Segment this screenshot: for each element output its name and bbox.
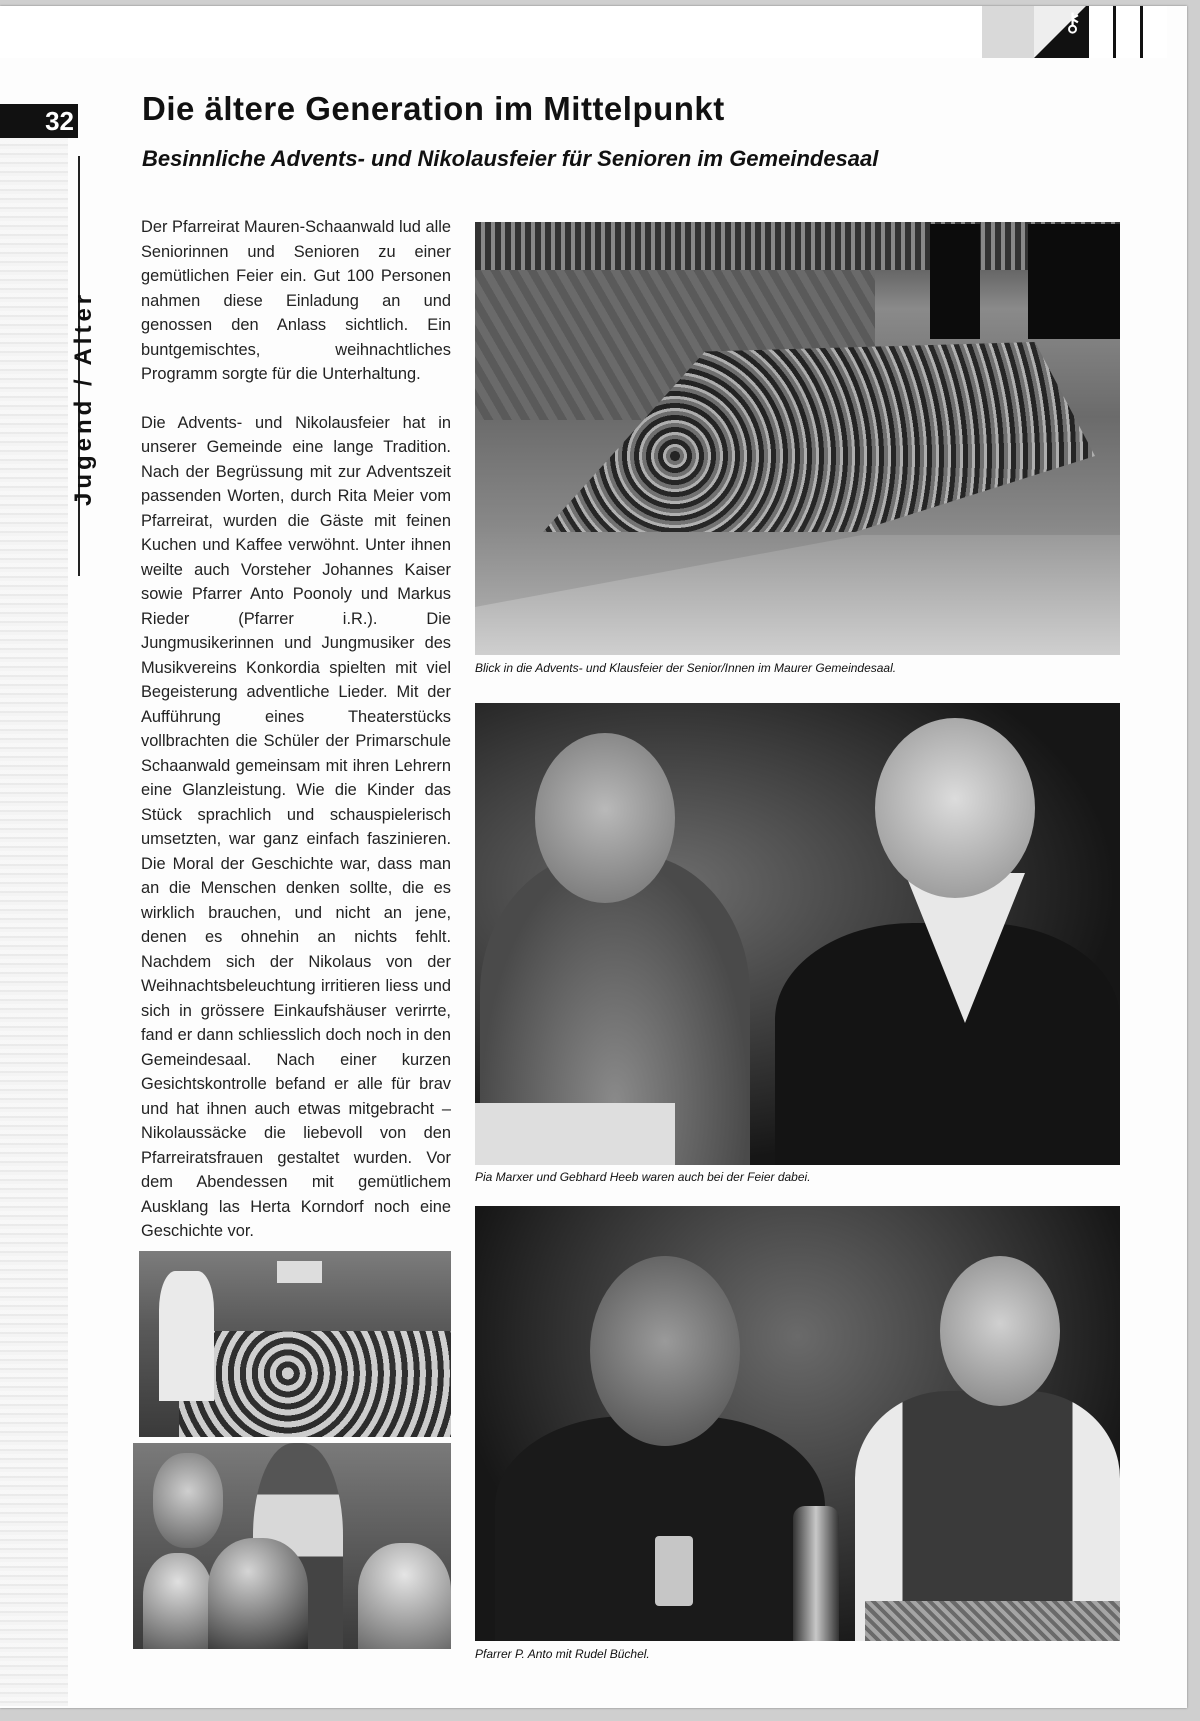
crossed-keys-icon: ⚷ — [1034, 6, 1086, 58]
photo-nikolaus — [133, 1443, 451, 1649]
article-subtitle: Besinnliche Advents- und Nikolausfeier für Senioren im Gemeindesaal — [142, 146, 879, 171]
article-title: Die ältere Generation im Mittelpunkt — [142, 90, 725, 127]
photo-couple — [475, 703, 1120, 1165]
photo-priest — [475, 1206, 1120, 1641]
caption-hall: Blick in die Advents- und Klausfeier der Senior/Innen im Maurer Gemeindesaal. — [475, 661, 897, 675]
page-number: 32 — [0, 104, 78, 138]
photo-hall — [475, 222, 1120, 655]
article-body — [141, 215, 451, 1268]
article-paragraph: Der Pfarreirat Mauren-Schaanwald lud alle Seniorinnen und Senioren zu einer gemütlichen Feier ein. Gut 100 Personen nahmen diese Einladung an und genossen den Anlass sichtlich. Ein buntgemischtes, weihnachtliches Programm sorgte für die Unterhaltung. — [141, 218, 451, 383]
section-label: Jugend / Alter — [70, 290, 97, 506]
corner-emblem — [982, 6, 1187, 58]
caption-couple: Pia Marxer und Gebhard Heeb waren auch bei der Feier dabei. — [475, 1170, 811, 1184]
top-bar — [0, 6, 982, 58]
article-paragraph: Die Advents- und Nikolausfeier hat in unserer Gemeinde eine lange Tradition. Nach der Begrüssung mit zur Adventszeit passenden Worten, durch Rita Meier vom Pfarreirat, wurden die Gäste mit feinen Kuchen und Kaffee verwöhnt. Unter ihnen weilte auch Vorsteher Johannes Kaiser sowie Pfarrer Anto Poonoly und Markus Rieder (Pfarrer i.R.). Die Jungmusikerinnen und Jungmusiker des Musikvereins Konkordia spielten mit viel Begeisterung adventliche Lieder. Mit der Aufführung eines Theaterstücks vollbrachten die Schüler der Primarschule Schaanwald gemeinsam mit ihren Lehrern eine Glanzleistung. Wie die Kinder das Stück sprachlich und schauspielerisch umsetzten, war ganz einfach faszinieren. Die Moral der Geschichte war, dass man an die Menschen denken sollte, die es wirklich brauchen, und nicht an jene, denen es ohnehin an nichts fehlt. Nachdem sich der Nikolaus von der Weihnachtsbeleuchtung irritieren liess und sich in grössere Einkaufshäuser verirrte, fand er dann schliesslich doch noch in den Gemeindesaal. Nach einer kurzen Gesichtskontrolle befand er alle für brav und hat ihnen auch etwas mitgebracht – Nikolaussäcke die liebevoll von den Pfarreiratsfrauen gestaltet wurden. Vor dem Abendessen mit gemütlichem Ausklang las Herta Korndorf noch eine Geschichte vor. — [141, 413, 451, 1240]
left-margin-texture — [0, 126, 68, 1706]
magazine-page — [0, 6, 1187, 1708]
caption-priest: Pfarrer P. Anto mit Rudel Büchel. — [475, 1647, 650, 1661]
photo-band — [139, 1251, 451, 1437]
